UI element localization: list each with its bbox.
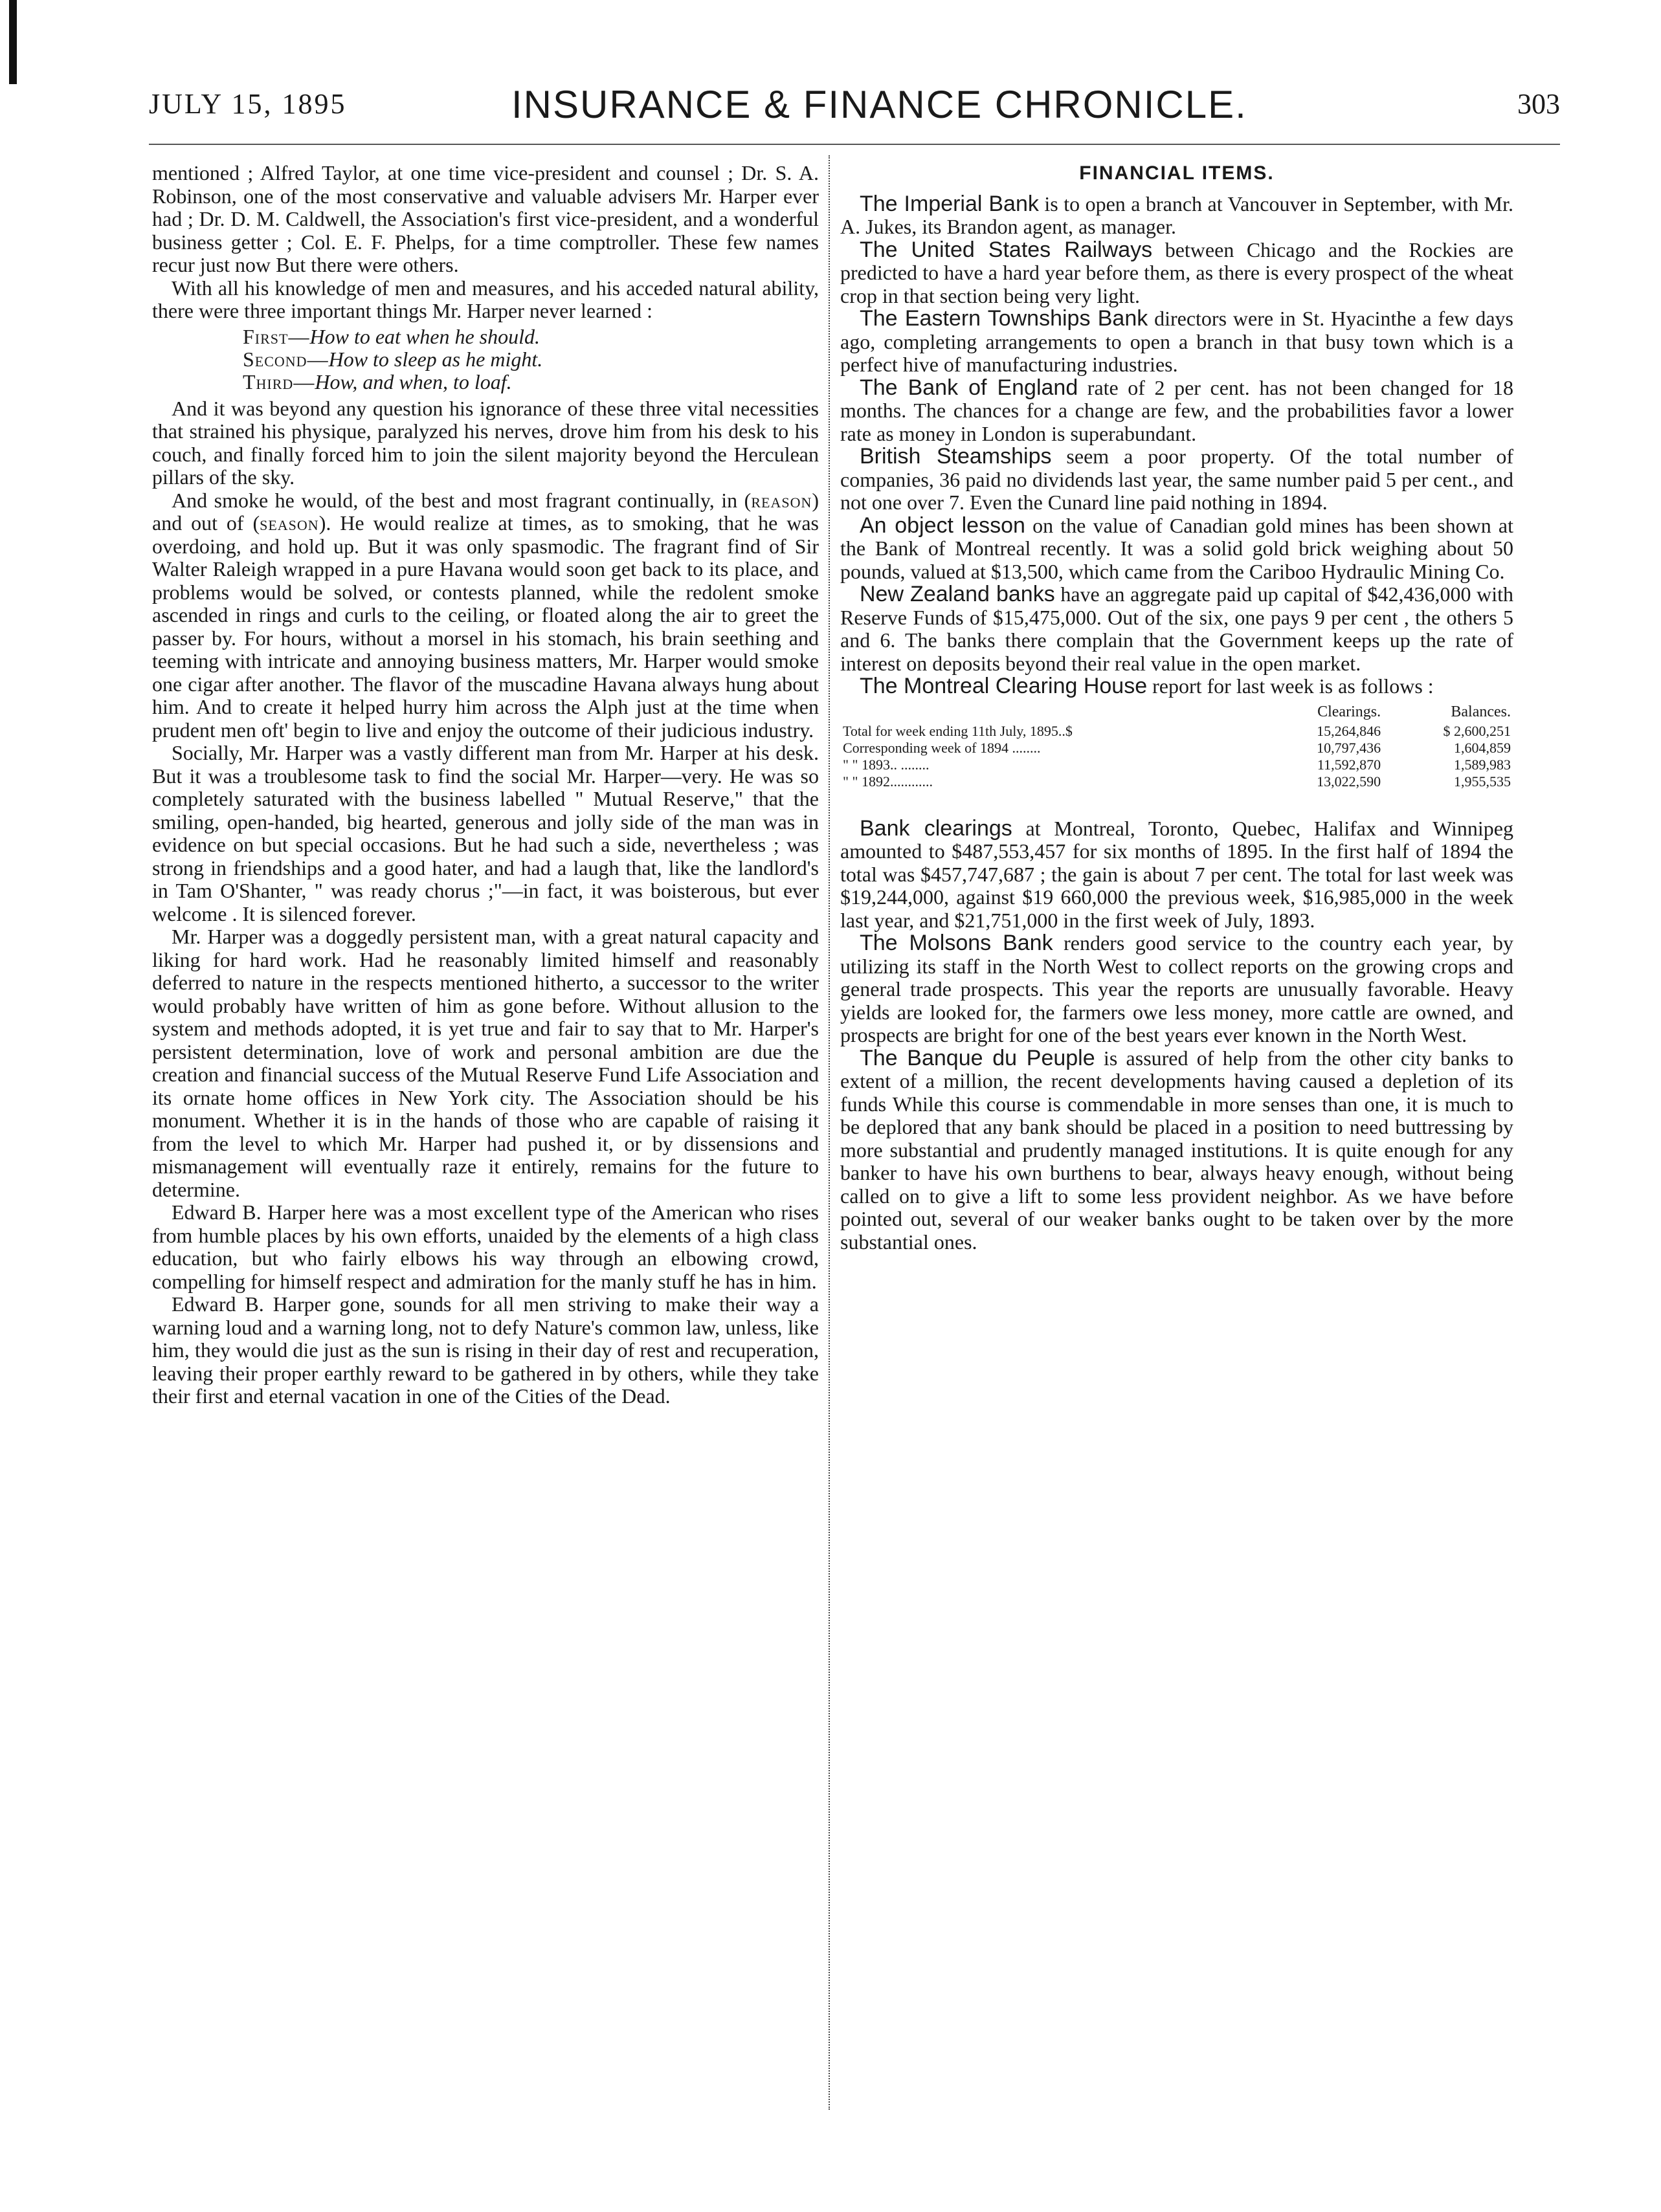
- news-item: [840, 193, 1513, 239]
- paragraph: And smoke he would, of the best and most fragrant continually, in (reason) and out of (season). He would realize at times, as to smoking, that he was overdoing, and hold up. But it was only spasmodic. The fragrant find of Sir Walter Raleigh wrapped in a pure Havana would soon get back to its place, and problems would be solved, or contests planned, while the redolent smoke ascended in rings and curls to the ceiling, or floated along the air to greet the passer by. For hours, without a morsel in his stomach, his brain seething and teeming with intricate and annoying business matters, Mr. Harper would smoke one cigar after another. The flavor of the muscadine Havana always hung about him. And to create it helped hurry him across the Alph just at the time when prudent men oft' begin to live and enjoy the outcome of their judicious industry.: [152, 488, 819, 742]
- item-lead: The Banque du Peuple: [860, 1045, 1095, 1070]
- item-text: at Montreal, Toronto, Quebec, Halifax and Winnipeg amounted to $487,553,457 for six months of 1895. In the first half of 1894 the total was $457,747,687 ; the gain is about 7 per cent. The total for last week was $19,244,000, against $19 660,000 the previous week, $16,985,000 in the week last year, and $21,751,000 in the first week of July, 1893.: [840, 816, 1514, 932]
- clearings-cell: 15,264,846: [1317, 722, 1381, 739]
- news-item: [840, 675, 1513, 698]
- item-lead: The Montreal Clearing House: [860, 674, 1148, 698]
- table-header-row: [840, 703, 1513, 723]
- page-number: 303: [1517, 88, 1560, 120]
- item-lead: The Molsons Bank: [860, 931, 1053, 955]
- item-lead: The Bank of England: [860, 375, 1078, 400]
- item-lead: An object lesson: [860, 513, 1025, 538]
- balances-cell: 1,955,535: [1454, 773, 1511, 790]
- item-lead: The Eastern Townships Bank: [860, 306, 1148, 331]
- news-item: [840, 1047, 1513, 1254]
- paragraph: Mr. Harper was a doggedly persistent man, with a great natural capacity and liking for hard work. Had he reasonably limited himself and reasonably deferred to nature in the respects mentioned hitherto, a successor to the writer would probably have written of him as gone before. Without allusion to the system and methods adopted, it is yet true and fair to say that to Mr. Harper's persistent determination, love of work and personal ambition are due the creation and financial success of the Mutual Reserve Fund Life Association and its ornate home offices in New York city. The Association should be his monument. Whether it is in the hands of those who are capable of raising it from the level to which Mr. Harper had pushed it, or by dissensions and mismanagement will eventually raze it entirely, remains for the future to determine.: [152, 925, 819, 1201]
- paragraph: Edward B. Harper gone, sounds for all men striving to make their way a warning loud and a warning long, not to defy Nature's common law, unless, like him, they would die just as the sun is rising in their day of rest and recuperation, leaving their proper earthly reward to be gathered in by others, while they take their first and eternal vacation in one of the Cities of the Dead.: [152, 1292, 819, 1408]
- paragraph: And it was beyond any question his ignorance of these three vital necessities that strained his physique, paralyzed his nerves, drove him from his desk to his couch, and finally forced him to join the silent majority beyond the Herculean pillars of the sky.: [152, 396, 819, 489]
- news-item: [840, 583, 1513, 675]
- list-item-label: Third—: [243, 370, 315, 393]
- item-text: is to open a branch at Vancouver in September, with Mr. A. Jukes, its Brandon agent, as manager.: [840, 192, 1514, 238]
- balances-cell: $ 2,600,251: [1443, 722, 1511, 739]
- right-column: [840, 162, 1513, 1254]
- news-item: [840, 445, 1513, 514]
- table-row: [840, 757, 1513, 773]
- row-label: Total for week ending 11th July, 1895..$: [843, 722, 1073, 739]
- list-item: [243, 326, 819, 348]
- clearings-cell: 13,022,590: [1317, 773, 1381, 790]
- list-item-label: First—: [243, 324, 310, 348]
- column-divider: [829, 155, 830, 2110]
- item-lead: British Steamships: [860, 444, 1052, 469]
- list-item-text: How to sleep as he might.: [328, 347, 543, 371]
- left-column: [152, 162, 819, 1408]
- clearings-cell: 11,592,870: [1317, 756, 1381, 773]
- row-label: " " 1892............: [843, 773, 933, 790]
- item-text: seem a poor property. Of the total number of companies, 36 paid no dividends last year, the same number paid 5 per cent., and not one over 7. Even the Cunard line paid nothing in 1894.: [840, 445, 1513, 514]
- item-text: is assured of help from the other city banks to extent of a million, the recent developments having caused a depletion of its funds While this course is commendable in more senses than one, it is much to be deplored that any bank should be placed in a position to need buttressing by more substantial and prudently managed institutions. It is quite enough for any banker to have his own burthens to bear, always heavy enough, without being called on to give a lift to some less provident neighbor. As we have before pointed out, several of our weaker banks ought to be taken over by the more substantial ones.: [840, 1046, 1514, 1254]
- page-edge-mark: [9, 0, 17, 84]
- header-rule: [149, 144, 1560, 145]
- paragraph: Edward B. Harper here was a most excellent type of the American who rises from humble places by his own efforts, unaided by the elements of a high class education, but who fairly elbows his way through an elbowing crowd, compelling for himself respect and admiration for the manly stuff he has in him.: [152, 1200, 819, 1293]
- three-things-list: [243, 326, 819, 393]
- paragraph: Socially, Mr. Harper was a vastly different man from Mr. Harper at his desk. But it was a troublesome task to find the social Mr. Harper—very. He was so completely saturated with the business labelled " Mutual Reserve," that the smiling, open-handed, big hearted, generous and jolly side of the man was in evidence on but special occasions. But he had such a side, nevertheless ; was strong in friendships and a good hater, and had a laugh that, like the landlord's in Tam O'Shanter, " was ready chorus ;"—in fact, it was boisterous, but ever welcome . It is silenced forever.: [152, 741, 819, 925]
- list-item-label: Second—: [243, 347, 329, 371]
- item-text: report for last week is as follows :: [1147, 674, 1434, 698]
- page-header: [149, 83, 1560, 139]
- list-item-text: How, and when, to loaf.: [315, 370, 512, 393]
- item-text: on the value of Canadian gold mines has been shown at the Bank of Montreal recently. It was a solid gold brick weighing about 50 pounds, valued at $13,500, which came from the Cariboo Hydraulic Mining Co.: [840, 513, 1513, 583]
- item-lead: The United States Railways: [860, 237, 1153, 262]
- column-header: Balances.: [1451, 703, 1511, 720]
- item-text: have an aggregate paid up capital of $42,436,000 with Reserve Funds of $15,475,000. Out of the six, one pays 9 per cent , the others 5 and 6. The banks there complain that the Government keeps up the rate of interest on deposits beyond their real value in the open market.: [840, 582, 1514, 675]
- item-lead: Bank clearings: [860, 815, 1012, 841]
- news-item: [840, 817, 1513, 933]
- table-row: [840, 740, 1513, 757]
- item-text: rate of 2 per cent. has not been changed for 18 months. The chances for a change are few, and the probabilities favor a lower rate as money in London is superabundant.: [840, 375, 1514, 445]
- clearing-house-item: [840, 675, 1513, 790]
- news-item: [840, 932, 1513, 1047]
- balances-cell: 1,589,983: [1454, 756, 1511, 773]
- item-lead: The Imperial Bank: [860, 191, 1039, 216]
- clearing-table: [840, 703, 1513, 790]
- table-row: [840, 773, 1513, 790]
- table-row: [840, 723, 1513, 740]
- item-text: between Chicago and the Rockies are predicted to have a hard year before them, as there is every prospect of the wheat crop in that section being very light.: [840, 238, 1513, 307]
- paragraph: With all his knowledge of men and measures, and his acceded natural ability, there were three important things Mr. Harper never learned :: [152, 276, 819, 322]
- issue-date: JULY 15, 1895: [149, 88, 347, 120]
- row-label: " " 1893.. ........: [843, 756, 930, 773]
- list-item-text: How to eat when he should.: [309, 324, 541, 348]
- list-item: [243, 371, 819, 393]
- paragraph: mentioned ; Alfred Taylor, at one time vice-president and counsel ; Dr. S. A. Robinson, one of the most conservative and valuable advisers Mr. Harper ever had ; Dr. D. M. Caldwell, the Association's first vice-president, and a wonderful business getter ; Col. E. F. Phelps, for a time comptroller. These few names recur just now But there were others.: [152, 161, 819, 276]
- publication-title: INSURANCE & FINANCE CHRONICLE.: [511, 83, 1247, 126]
- balances-cell: 1,604,859: [1454, 739, 1511, 756]
- item-text: directors were in St. Hyacinthe a few days ago, completing arrangements to open a branch in that busy town which is a perfect hive of manufacturing industries.: [840, 307, 1513, 376]
- list-item: [243, 348, 819, 371]
- news-item: [840, 514, 1513, 584]
- news-item: [840, 239, 1513, 308]
- row-label: Corresponding week of 1894 ........: [843, 739, 1041, 756]
- column-header: Clearings.: [1317, 703, 1381, 720]
- news-item: [840, 377, 1513, 446]
- clearings-cell: 10,797,436: [1317, 739, 1381, 756]
- news-item: [840, 307, 1513, 377]
- item-lead: New Zealand banks: [860, 582, 1055, 606]
- item-text: renders good service to the country each year, by utilizing its staff in the North West to collect reports on the growing crops and general trade prospects. This year the reports are unusually favorable. Heavy yields are looked for, the farmers owe less money, more cattle are owned, and prospects are bright for one of the best years ever known in the North West.: [840, 931, 1513, 1046]
- section-title: FINANCIAL ITEMS.: [1079, 162, 1275, 184]
